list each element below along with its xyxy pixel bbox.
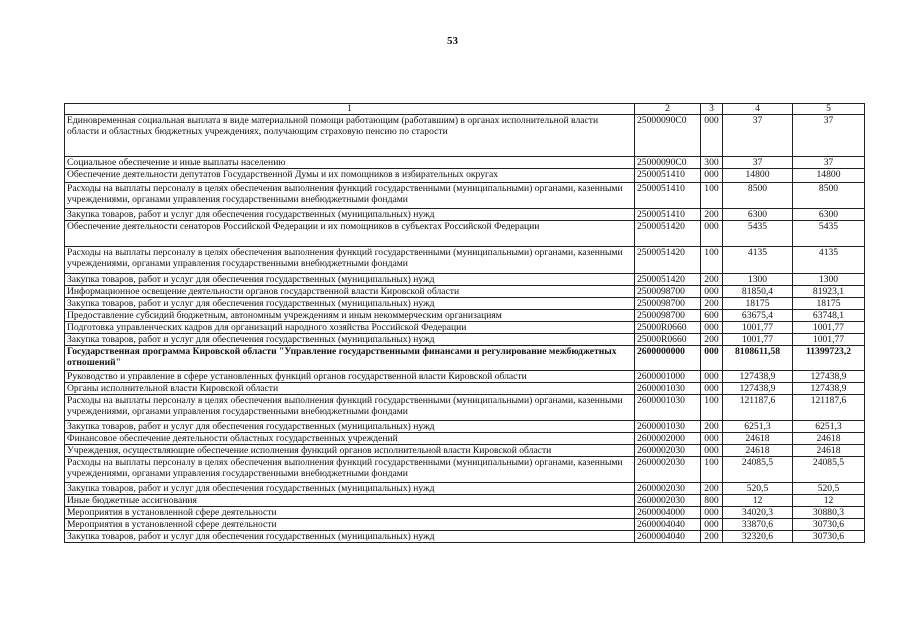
cell-code: 2600001030 bbox=[635, 383, 701, 395]
cell-code: 25000090C0 bbox=[635, 115, 701, 157]
table-row bbox=[65, 298, 865, 310]
cell-code: 25000R0660 bbox=[635, 322, 701, 334]
header-col-4: 4 bbox=[723, 104, 793, 115]
cell-value-5: 37 bbox=[793, 115, 865, 157]
cell-type: 200 bbox=[701, 274, 723, 286]
table-row bbox=[65, 310, 865, 322]
cell-value-4: 24618 bbox=[723, 433, 793, 445]
cell-type: 100 bbox=[701, 457, 723, 483]
table-row bbox=[65, 221, 865, 247]
cell-name: Финансовое обеспечение деятельности областных государственных учреждений bbox=[65, 433, 635, 445]
cell-name: Закупка товаров, работ и услуг для обеспечения государственных (муниципальных) нужд bbox=[65, 274, 635, 286]
cell-code: 25000090C0 bbox=[635, 157, 701, 169]
cell-name: Расходы на выплаты персоналу в целях обеспечения выполнения функций государственными (муниципальными) органами, казенными учреждениями, органами управления государственными внебюджетными фондами bbox=[65, 183, 635, 209]
cell-value-5: 8500 bbox=[793, 183, 865, 209]
cell-value-5: 37 bbox=[793, 157, 865, 169]
table-row bbox=[65, 383, 865, 395]
cell-code: 2500051420 bbox=[635, 221, 701, 247]
cell-value-4: 63675,4 bbox=[723, 310, 793, 322]
cell-code: 2600002030 bbox=[635, 483, 701, 495]
cell-name: Расходы на выплаты персоналу в целях обеспечения выполнения функций государственными (муниципальными) органами, казенными учреждениями, органами управления государственными внебюджетными фондами bbox=[65, 457, 635, 483]
cell-name: Государственная программа Кировской области "Управление государственными финансами и регулирование межбюджетных отношений" bbox=[65, 346, 635, 371]
cell-name: Закупка товаров, работ и услуг для обеспечения государственных (муниципальных) нужд bbox=[65, 531, 635, 543]
cell-type: 000 bbox=[701, 371, 723, 383]
cell-type: 000 bbox=[701, 286, 723, 298]
cell-value-4: 6251,3 bbox=[723, 421, 793, 433]
cell-value-4: 6300 bbox=[723, 209, 793, 221]
cell-type: 000 bbox=[701, 433, 723, 445]
cell-value-5: 63748,1 bbox=[793, 310, 865, 322]
cell-value-5: 24085,5 bbox=[793, 457, 865, 483]
cell-value-4: 33870,6 bbox=[723, 519, 793, 531]
cell-value-4: 121187,6 bbox=[723, 395, 793, 421]
cell-value-5: 127438,9 bbox=[793, 371, 865, 383]
cell-code: 2500051410 bbox=[635, 183, 701, 209]
cell-value-5: 121187,6 bbox=[793, 395, 865, 421]
cell-name: Информационное освещение деятельности органов государственной власти Кировской области bbox=[65, 286, 635, 298]
cell-name: Руководство и управление в сфере установленных функций органов государственной власти Кировской области bbox=[65, 371, 635, 383]
cell-type: 000 bbox=[701, 322, 723, 334]
cell-name: Расходы на выплаты персоналу в целях обеспечения выполнения функций государственными (муниципальными) органами, казенными учреждениями, органами управления государственными внебюджетными фондами bbox=[65, 247, 635, 274]
cell-code: 2500098700 bbox=[635, 286, 701, 298]
cell-name: Мероприятия в установленной сфере деятельности bbox=[65, 519, 635, 531]
cell-value-5: 11399723,2 bbox=[793, 346, 865, 371]
cell-value-4: 127438,9 bbox=[723, 371, 793, 383]
cell-type: 600 bbox=[701, 310, 723, 322]
cell-type: 200 bbox=[701, 421, 723, 433]
cell-code: 2500051420 bbox=[635, 247, 701, 274]
table-row bbox=[65, 334, 865, 346]
cell-value-5: 14800 bbox=[793, 169, 865, 183]
cell-value-4: 14800 bbox=[723, 169, 793, 183]
cell-name: Обеспечение деятельности сенаторов Российской Федерации и их помощников в субъектах Российской Федерации bbox=[65, 221, 635, 247]
cell-code: 2600004040 bbox=[635, 519, 701, 531]
table-row bbox=[65, 169, 865, 183]
table-row bbox=[65, 183, 865, 209]
cell-type: 100 bbox=[701, 395, 723, 421]
cell-value-4: 24618 bbox=[723, 445, 793, 457]
cell-name: Закупка товаров, работ и услуг для обеспечения государственных (муниципальных) нужд bbox=[65, 298, 635, 310]
cell-name: Закупка товаров, работ и услуг для обеспечения государственных (муниципальных) нужд bbox=[65, 209, 635, 221]
cell-value-4: 127438,9 bbox=[723, 383, 793, 395]
cell-type: 300 bbox=[701, 157, 723, 169]
cell-type: 200 bbox=[701, 298, 723, 310]
cell-value-5: 24618 bbox=[793, 433, 865, 445]
cell-name: Обеспечение деятельности депутатов Государственной Думы и их помощников в избирательных округах bbox=[65, 169, 635, 183]
cell-value-4: 5435 bbox=[723, 221, 793, 247]
cell-code: 2600004040 bbox=[635, 531, 701, 543]
header-col-1: 1 bbox=[65, 104, 635, 115]
page-number: 53 bbox=[447, 35, 458, 47]
cell-type: 200 bbox=[701, 483, 723, 495]
cell-code: 2600001030 bbox=[635, 395, 701, 421]
cell-value-5: 81923,1 bbox=[793, 286, 865, 298]
cell-value-4: 520,5 bbox=[723, 483, 793, 495]
cell-name: Закупка товаров, работ и услуг для обеспечения государственных (муниципальных) нужд bbox=[65, 483, 635, 495]
cell-code: 2600002030 bbox=[635, 495, 701, 507]
table-row bbox=[65, 322, 865, 334]
cell-value-5: 1300 bbox=[793, 274, 865, 286]
table-row bbox=[65, 519, 865, 531]
cell-type: 000 bbox=[701, 383, 723, 395]
cell-value-5: 4135 bbox=[793, 247, 865, 274]
cell-value-4: 12 bbox=[723, 495, 793, 507]
table-row bbox=[65, 531, 865, 543]
cell-code: 2600002030 bbox=[635, 445, 701, 457]
table-row bbox=[65, 247, 865, 274]
cell-type: 200 bbox=[701, 531, 723, 543]
cell-value-5: 5435 bbox=[793, 221, 865, 247]
cell-value-4: 34020,3 bbox=[723, 507, 793, 519]
header-col-2: 2 bbox=[635, 104, 701, 115]
cell-value-5: 1001,77 bbox=[793, 322, 865, 334]
cell-value-4: 4135 bbox=[723, 247, 793, 274]
table-row bbox=[65, 433, 865, 445]
cell-code: 2500051420 bbox=[635, 274, 701, 286]
budget-table bbox=[64, 103, 865, 543]
cell-code: 2500098700 bbox=[635, 310, 701, 322]
cell-value-5: 6251,3 bbox=[793, 421, 865, 433]
cell-value-5: 24618 bbox=[793, 445, 865, 457]
cell-code: 2500051410 bbox=[635, 169, 701, 183]
cell-value-4: 1001,77 bbox=[723, 322, 793, 334]
cell-value-4: 8108611,58 bbox=[723, 346, 793, 371]
cell-value-4: 81850,4 bbox=[723, 286, 793, 298]
cell-value-5: 30730,6 bbox=[793, 519, 865, 531]
cell-type: 000 bbox=[701, 346, 723, 371]
cell-type: 000 bbox=[701, 169, 723, 183]
cell-value-5: 1001,77 bbox=[793, 334, 865, 346]
cell-type: 000 bbox=[701, 519, 723, 531]
cell-code: 2600001030 bbox=[635, 421, 701, 433]
table-row bbox=[65, 286, 865, 298]
table-row bbox=[65, 346, 865, 371]
cell-type: 200 bbox=[701, 209, 723, 221]
cell-name: Единовременная социальная выплата в виде материальной помощи работающим (работавшим) в органах исполнительной власти области и областных бюджетных учреждениях, получающим страховую пенсию по старости bbox=[65, 115, 635, 157]
cell-name: Расходы на выплаты персоналу в целях обеспечения выполнения функций государственными (муниципальными) органами, казенными учреждениями, органами управления государственными внебюджетными фондами bbox=[65, 395, 635, 421]
cell-name: Предоставление субсидий бюджетным, автономным учреждениям и иным некоммерческим организациям bbox=[65, 310, 635, 322]
budget-table-body bbox=[65, 104, 865, 543]
cell-name: Иные бюджетные ассигнования bbox=[65, 495, 635, 507]
cell-value-5: 30730,6 bbox=[793, 531, 865, 543]
cell-name: Органы исполнительной власти Кировской области bbox=[65, 383, 635, 395]
cell-name: Учреждения, осуществляющие обеспечение исполнения функций органов исполнительной власти Кировской области bbox=[65, 445, 635, 457]
cell-code: 25000R0660 bbox=[635, 334, 701, 346]
cell-type: 000 bbox=[701, 221, 723, 247]
table-row bbox=[65, 445, 865, 457]
cell-type: 200 bbox=[701, 334, 723, 346]
table-row bbox=[65, 421, 865, 433]
cell-value-4: 37 bbox=[723, 115, 793, 157]
table-row bbox=[65, 115, 865, 157]
table-row bbox=[65, 457, 865, 483]
cell-name: Мероприятия в установленной сфере деятельности bbox=[65, 507, 635, 519]
cell-value-4: 1300 bbox=[723, 274, 793, 286]
table-row bbox=[65, 483, 865, 495]
cell-type: 000 bbox=[701, 445, 723, 457]
cell-value-5: 127438,9 bbox=[793, 383, 865, 395]
header-col-5: 5 bbox=[793, 104, 865, 115]
cell-value-4: 1001,77 bbox=[723, 334, 793, 346]
cell-value-5: 6300 bbox=[793, 209, 865, 221]
table-row bbox=[65, 507, 865, 519]
cell-code: 2500098700 bbox=[635, 298, 701, 310]
cell-value-4: 18175 bbox=[723, 298, 793, 310]
cell-type: 000 bbox=[701, 507, 723, 519]
cell-type: 100 bbox=[701, 247, 723, 274]
cell-code: 2600001000 bbox=[635, 371, 701, 383]
cell-code: 2600000000 bbox=[635, 346, 701, 371]
header-col-3: 3 bbox=[701, 104, 723, 115]
cell-code: 2500051410 bbox=[635, 209, 701, 221]
table-row bbox=[65, 274, 865, 286]
cell-value-5: 520,5 bbox=[793, 483, 865, 495]
table-row bbox=[65, 495, 865, 507]
cell-name: Социальное обеспечение и иные выплаты населению bbox=[65, 157, 635, 169]
cell-name: Подготовка управленческих кадров для организаций народного хозяйства Российской Федерации bbox=[65, 322, 635, 334]
cell-name: Закупка товаров, работ и услуг для обеспечения государственных (муниципальных) нужд bbox=[65, 334, 635, 346]
cell-value-4: 32320,6 bbox=[723, 531, 793, 543]
cell-code: 2600002030 bbox=[635, 457, 701, 483]
cell-type: 000 bbox=[701, 115, 723, 157]
cell-value-5: 12 bbox=[793, 495, 865, 507]
cell-type: 800 bbox=[701, 495, 723, 507]
cell-value-5: 18175 bbox=[793, 298, 865, 310]
cell-value-4: 37 bbox=[723, 157, 793, 169]
table-row bbox=[65, 395, 865, 421]
table-header-row bbox=[65, 104, 865, 115]
cell-code: 2600004000 bbox=[635, 507, 701, 519]
table-row bbox=[65, 209, 865, 221]
cell-value-4: 8500 bbox=[723, 183, 793, 209]
table-row bbox=[65, 157, 865, 169]
cell-value-5: 30880,3 bbox=[793, 507, 865, 519]
cell-value-4: 24085,5 bbox=[723, 457, 793, 483]
cell-name: Закупка товаров, работ и услуг для обеспечения государственных (муниципальных) нужд bbox=[65, 421, 635, 433]
cell-code: 2600002000 bbox=[635, 433, 701, 445]
table-row bbox=[65, 371, 865, 383]
cell-type: 100 bbox=[701, 183, 723, 209]
